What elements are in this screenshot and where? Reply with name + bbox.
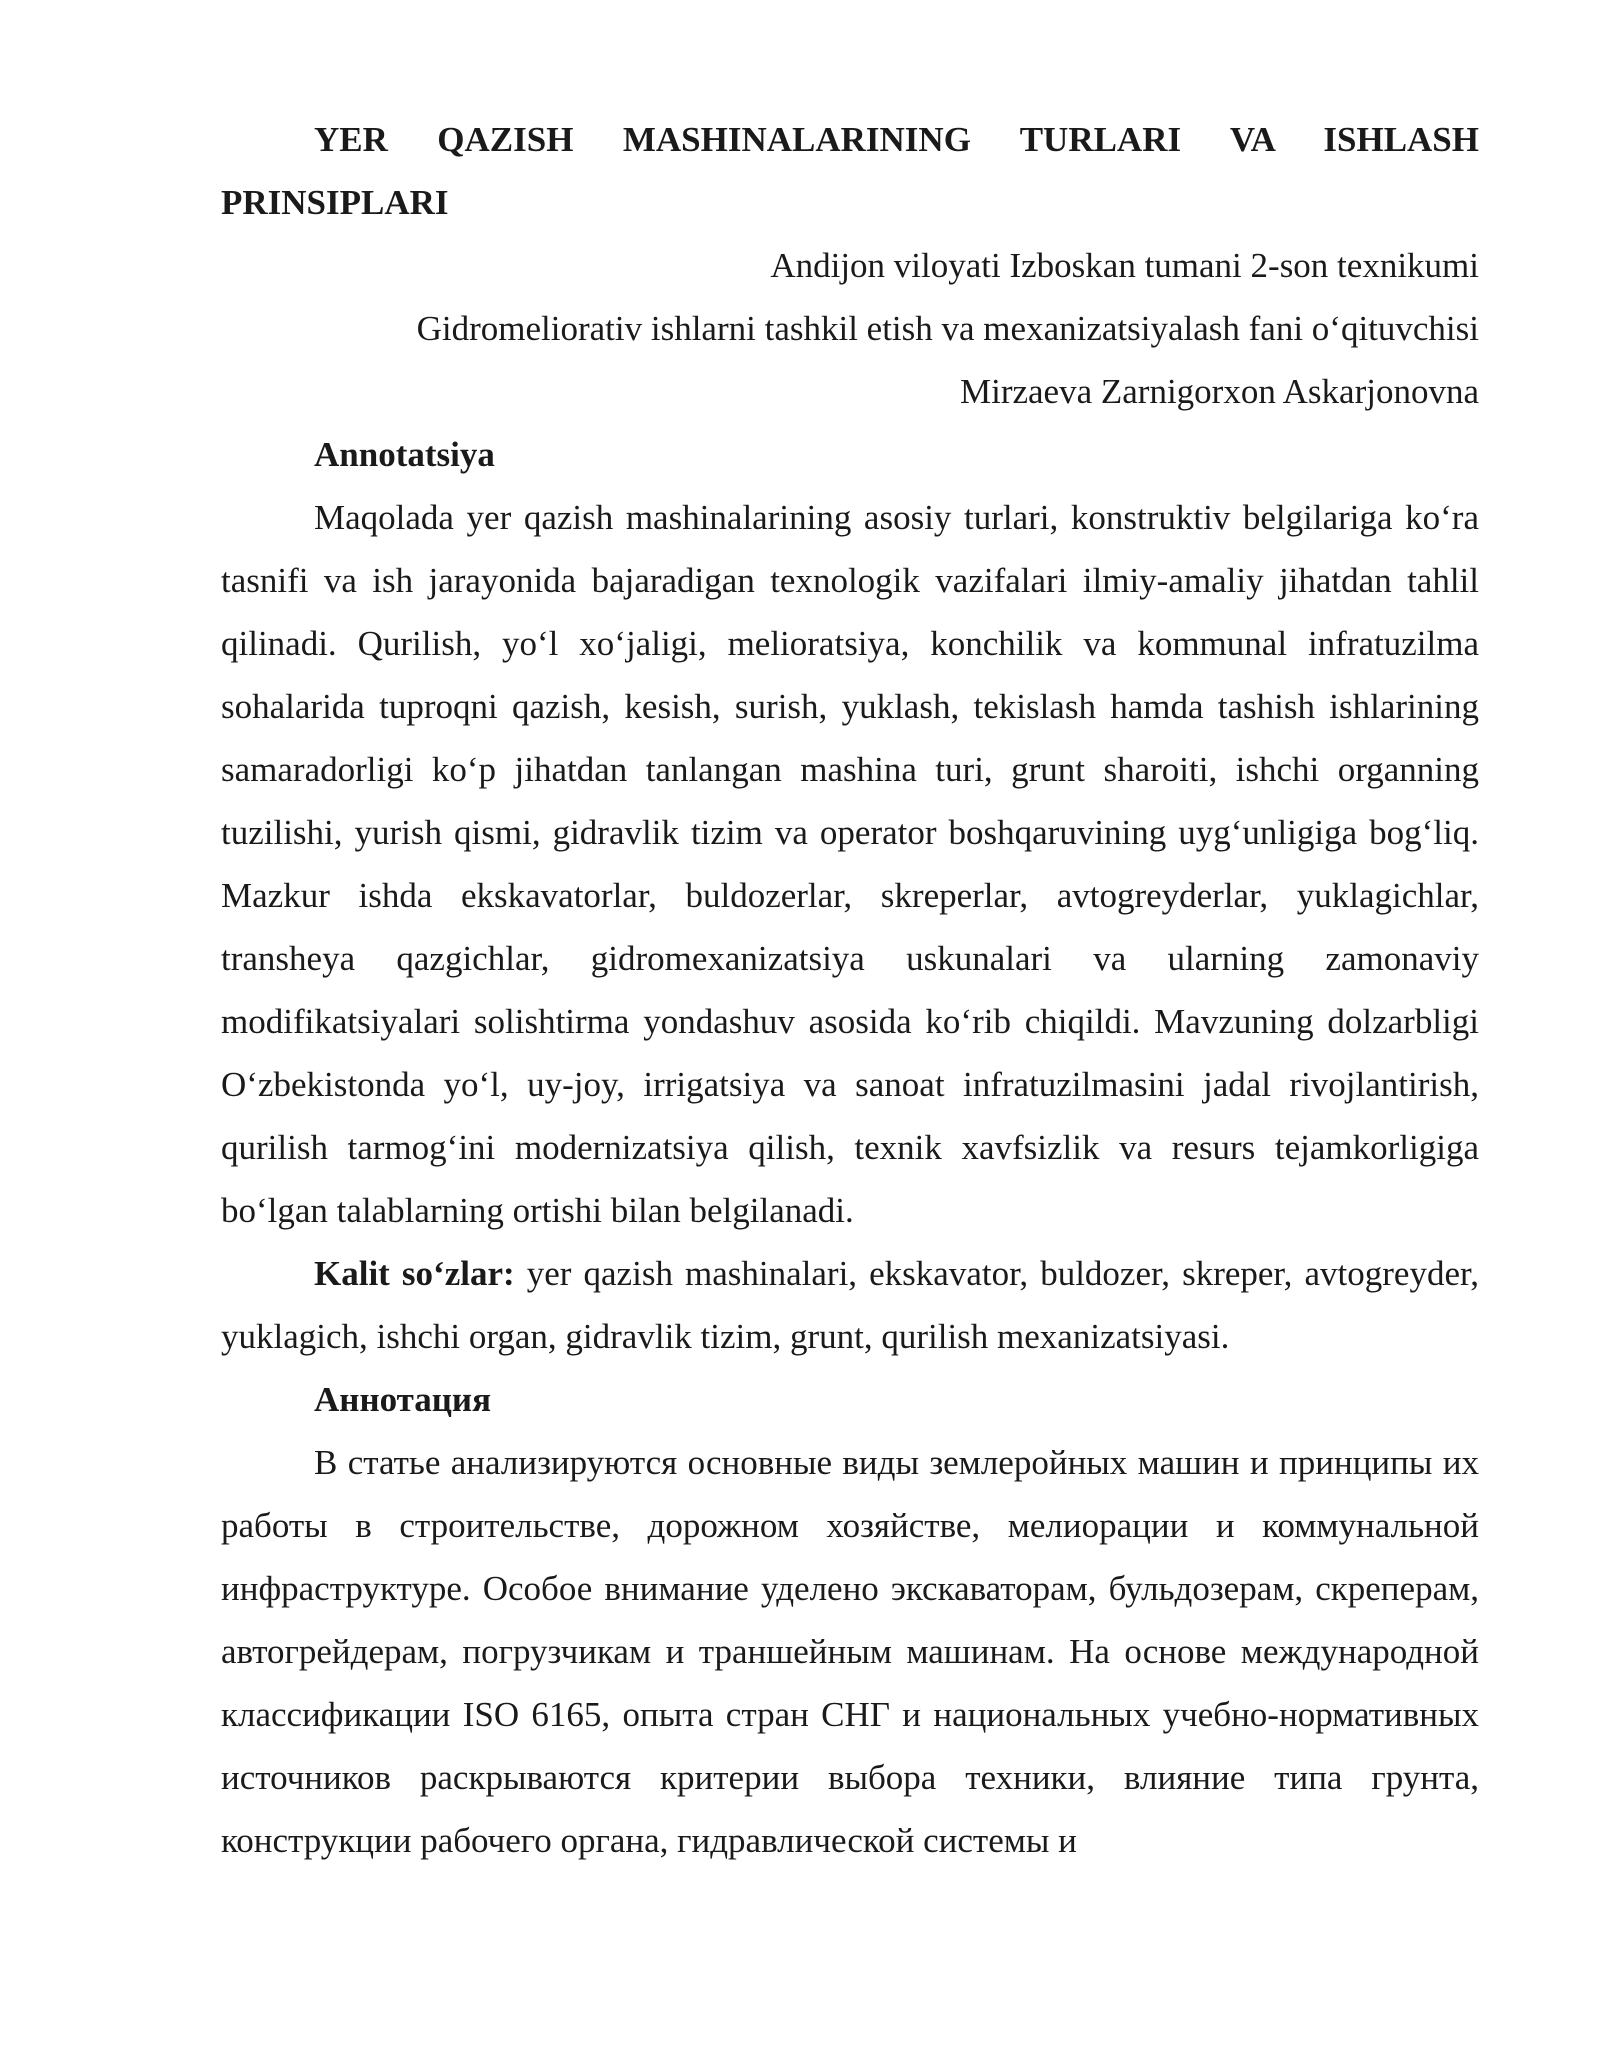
document-page (221, 108, 1479, 1872)
author-affiliation-institution: Andijon viloyati Izboskan tumani 2-son texnikumi (770, 246, 1479, 285)
keywords-paragraph (221, 1242, 1479, 1368)
abstract-uz-heading: Annotatsiya (314, 435, 495, 474)
author-name: Mirzaeva Zarnigorxon Askarjonovna (959, 372, 1479, 411)
keywords-text: yer qazish mashinalari, ekskavator, buldozer, skreper, avtogreyder, yuklagich, ishchi organ, gidravlik tizim, grunt, qurilish mexanizatsiyasi. (221, 1254, 1480, 1356)
abstract-ru-text: В статье анализируются основные виды землеройных машин и принципы их работы в строительстве, дорожном хозяйстве, мелиорации и коммунальной инфраструктуре. Особое внимание уделено экскаваторам, бульдозерам, скреперам, автогрейдерам, погрузчикам и траншейным машинам. На основе международной классификации ISO 6165, опыта стран СНГ и национальных учебно-нормативных источников раскрываются критерии выбора техники, влияние типа грунта, конструкции рабочего органа, гидравлической системы и (221, 1443, 1479, 1860)
article-title: YER QAZISH MASHINALARINING TURLARI VA ISHLASH PRINSIPLARI (221, 120, 1479, 222)
abstract-ru-heading: Аннотация (314, 1380, 492, 1419)
author-affiliation-position: Gidromeliorativ ishlarni tashkil etish va mexanizatsiyalash fani o‘qituvchisi (416, 309, 1479, 348)
keywords-label: Kalit so‘zlar: (314, 1254, 515, 1293)
abstract-uz-text: Maqolada yer qazish mashinalarining asosiy turlari, konstruktiv belgilariga ko‘ra tasnifi va ish jarayonida bajaradigan texnologik vazifalari ilmiy-amaliy jihatdan tahlil qilinadi. Qurilish, yo‘l xo‘jaligi, melioratsiya, konchilik va kommunal infratuzilma sohalarida tuproqni qazish, kesish, surish, yuklash, tekislash hamda tashish ishlarining samaradorligi ko‘p jihatdan tanlangan mashina turi, grunt sharoiti, ishchi organning tuzilishi, yurish qismi, gidravlik tizim va operator boshqaruvining uyg‘unligiga bog‘liq. Mazkur ishda ekskavatorlar, buldozerlar, skreperlar, avtogreyderlar, yuklagichlar, transheya qazgichlar, gidromexanizatsiya uskunalari va ularning zamonaviy modifikatsiyalari solishtirma yondashuv asosida ko‘rib chiqildi. Mavzuning dolzarbligi O‘zbekistonda yo‘l, uy-joy, irrigatsiya va sanoat infratuzilmasini jadal rivojlantirish, qurilish tarmog‘ini modernizatsiya qilish, texnik xavfsizlik va resurs tejamkorligiga bo‘lgan talablarning ortishi bilan belgilanadi. (221, 498, 1479, 1230)
